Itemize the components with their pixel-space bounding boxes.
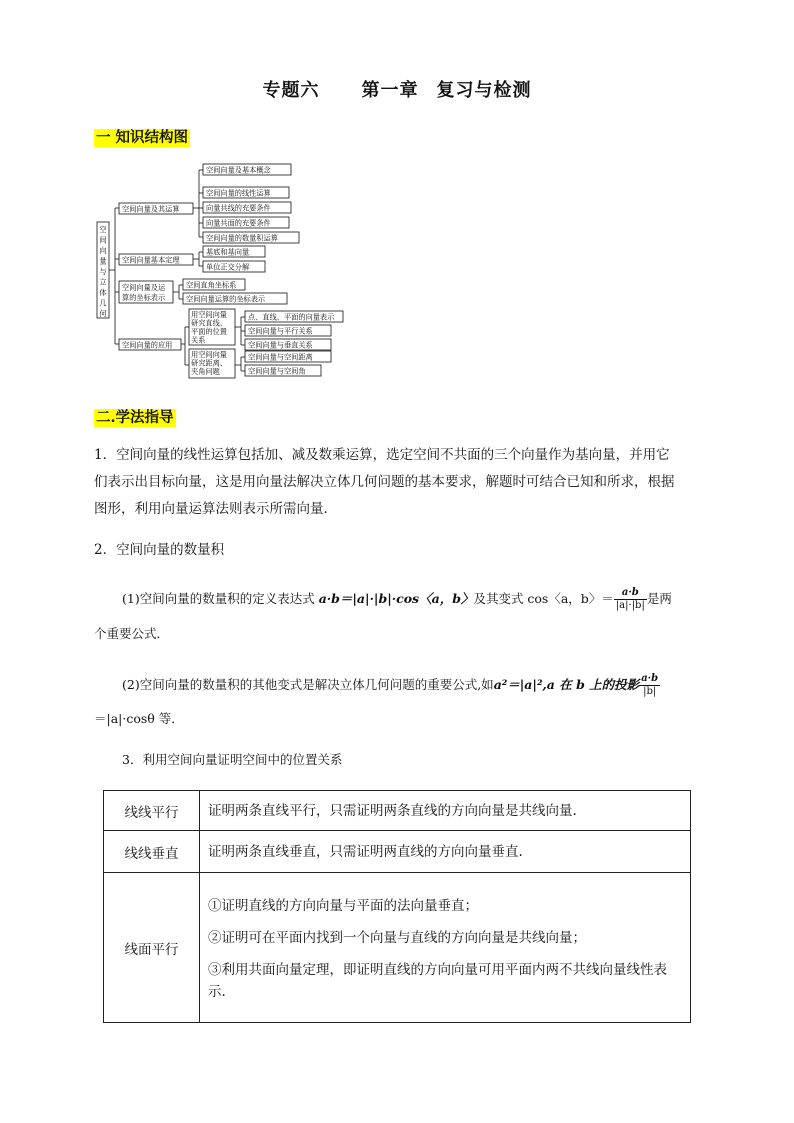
table-row <box>104 831 691 873</box>
node: 空间向量与垂直关系 <box>248 340 313 350</box>
table-row <box>104 791 691 831</box>
root-char: 体 <box>99 288 107 297</box>
section-heading-study-guide: 二.学法指导 <box>96 409 174 426</box>
node: 用空间向量 <box>191 350 227 359</box>
paragraph-2b <box>122 670 700 700</box>
p2a-lead: (1)空间向量的数量积的定义表达式 <box>122 591 319 606</box>
section-heading-structure: 一 知识结构图 <box>96 129 189 146</box>
root-char: 与 <box>99 267 107 276</box>
tree-svg <box>95 160 345 382</box>
p2a-fraction <box>614 587 647 612</box>
node: 研究距离、 <box>191 358 227 368</box>
p2a-tail: 是两 <box>646 591 672 606</box>
node: 关系 <box>191 335 206 345</box>
node: 空间向量与平行关系 <box>248 326 313 336</box>
node: 基底和基向量 <box>206 247 250 257</box>
root-char: 空 <box>99 225 107 234</box>
node: 空间向量与空间角 <box>248 366 306 376</box>
p2-heading: 2．空间向量的数量积 <box>94 542 225 558</box>
p2b-formula: a²＝|a|²,a 在 b 上的投影 <box>493 677 640 692</box>
position-relation-table <box>103 790 691 1023</box>
p3-heading: 3．利用空间向量证明空间中的位置关系 <box>122 752 343 767</box>
p1-line2: 们表示出目标向量，这是用向量法解决立体几何问题的基本要求，解题时可结合已知和所求，根据 <box>94 474 675 490</box>
node: 空间向量及基本概念 <box>206 165 271 175</box>
title-part1: 专题六 <box>262 80 320 101</box>
node: 空间向量与空间距离 <box>248 352 313 362</box>
root-char: 向 <box>99 246 107 255</box>
node: 空间向量的线性运算 <box>206 188 271 198</box>
node: 夹角问题 <box>191 367 220 376</box>
title-part3: 复习与检测 <box>436 80 532 101</box>
node: 空间向量的数量积运算 <box>206 233 278 243</box>
p1-line1: 1．空间向量的线性运算包括加、减及数乘运算，选定空间不共面的三个向量作为基向量，并用它 <box>94 447 670 463</box>
frac-den: |a|·|b| <box>615 600 645 611</box>
branch-coordinates-line1: 空间向量及运 <box>122 283 166 292</box>
node: 平面的位置 <box>191 327 227 336</box>
frac-den: |b| <box>643 686 657 697</box>
frac-num: a·b <box>641 673 659 684</box>
p2b-line2: ＝|a|·cosθ 等． <box>94 711 184 726</box>
branch-operations: 空间向量及其运算 <box>122 204 180 214</box>
row-label: 线面平行 <box>104 873 200 1023</box>
table-row <box>104 873 691 1023</box>
node: 用空间向量 <box>191 310 227 319</box>
page-title <box>0 76 794 102</box>
frac-num: a·b <box>614 587 647 600</box>
list-item: ②证明可在平面内找到一个向量与直线的方向向量是共线向量； <box>208 929 586 946</box>
row-content <box>200 873 691 1023</box>
node: 研究直线、 <box>191 318 227 328</box>
node: 空间向量运算的坐标表示 <box>186 294 266 304</box>
branch-basic-theorem: 空间向量基本定理 <box>122 255 180 265</box>
node: 点、直线、平面的向量表示 <box>248 312 335 322</box>
title-part2: 第一章 <box>361 80 419 101</box>
p1-line3: 图形，利用向量运算法则表示所需向量． <box>94 501 337 517</box>
p2b-fraction <box>639 673 660 698</box>
row-content: 证明两条直线平行，只需证明两条直线的方向向量是共线向量. <box>200 791 691 831</box>
root-char: 何 <box>99 309 107 318</box>
paragraph-1 <box>94 442 698 523</box>
p2a-line2: 个重要公式． <box>94 626 170 641</box>
p2a-mid: 及其变式 cos〈a，b〉＝ <box>473 591 614 606</box>
branch-applications: 空间向量的应用 <box>122 340 173 350</box>
row-label: 线线平行 <box>104 791 200 831</box>
knowledge-structure-diagram <box>95 160 345 382</box>
p2b-lead: (2)空间向量的数量积的其他变式是解决立体几何问题的重要公式,如 <box>122 677 494 692</box>
node: 向量共线的充要条件 <box>206 203 271 213</box>
node: 单位正交分解 <box>206 262 250 272</box>
root-char: 间 <box>99 235 107 245</box>
node: 空间直角坐标系 <box>186 280 237 290</box>
root-char: 几 <box>99 298 107 308</box>
p2a-formula: a·b＝|a|·|b|·cos〈a，b〉 <box>318 591 474 606</box>
branch-coordinates-line2: 算的坐标表示 <box>122 293 166 302</box>
node: 向量共面的充要条件 <box>206 218 271 228</box>
list-item: ③利用共面向量定理，即证明直线的方向向量可用平面内两不共线向量线性表示. <box>208 961 667 1000</box>
paragraph-2a <box>122 584 700 614</box>
root-char: 量 <box>99 256 107 266</box>
list-item: ①证明直线的方向向量与平面的法向量垂直； <box>208 897 478 914</box>
row-label: 线线垂直 <box>104 831 200 873</box>
root-char: 立 <box>99 277 107 287</box>
row-content: 证明两条直线垂直，只需证明两直线的方向向量垂直. <box>200 831 691 873</box>
